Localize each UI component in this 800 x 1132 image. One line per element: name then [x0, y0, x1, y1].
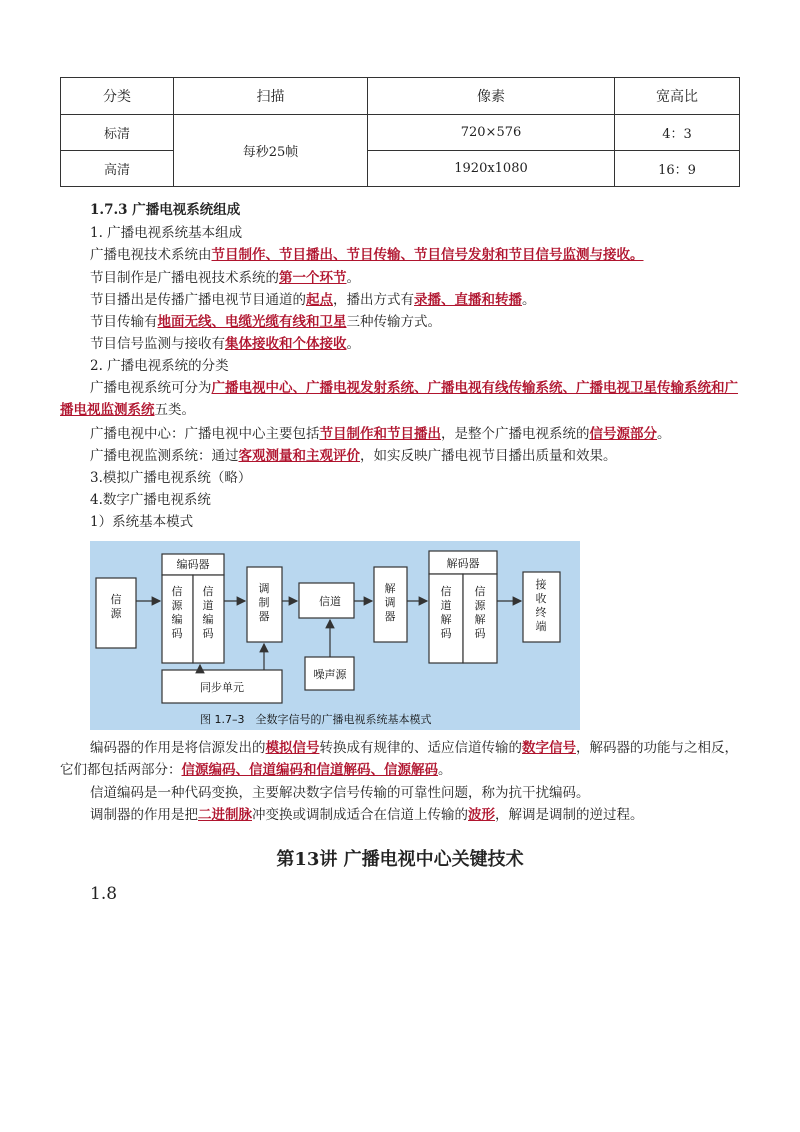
text: 三种传输方式。	[346, 314, 441, 330]
video-format-table	[60, 77, 740, 187]
text: 节目制作是广播电视技术系统的	[90, 270, 279, 286]
subheading-1: 1. 广播电视系统基本组成	[90, 225, 243, 241]
diagram-encoder-label: 编码器	[176, 558, 210, 571]
text: 。	[657, 426, 671, 442]
diagram-caption: 图 1.7–3 全数字信号的广播电视系统基本模式	[200, 713, 432, 726]
highlight: 波形	[468, 807, 495, 823]
paragraph-9	[60, 737, 740, 781]
diagram-source-dec-label: 信源解码	[474, 585, 486, 640]
text: 广播电视技术系统由	[90, 247, 212, 263]
table-row	[61, 115, 740, 151]
subheading-3: 3.模拟广播电视系统（略）	[90, 470, 252, 486]
header-ratio: 宽高比	[615, 78, 740, 115]
lecture-title: 第13讲 广播电视中心关键技术	[276, 849, 524, 870]
diagram-decoder-label: 解码器	[446, 557, 480, 570]
cell-category: 标清	[61, 115, 174, 151]
paragraph-6	[60, 377, 740, 421]
text: 节目信号监测与接收有	[90, 336, 225, 352]
highlight: 信源编码、信道编码和信道解码、信源解码	[181, 762, 438, 778]
highlight: 客观测量和主观评价	[238, 448, 360, 464]
text: 节目传输有	[90, 314, 158, 330]
text: 转换成有规律的、适应信道传输的	[319, 740, 522, 756]
subheading-4: 4.数字广播电视系统	[90, 492, 211, 508]
header-scan: 扫描	[174, 78, 368, 115]
subheading-2: 2. 广播电视系统的分类	[90, 358, 229, 374]
cell-pixels: 1920x1080	[368, 151, 615, 187]
diagram-source-label: 信源	[110, 593, 122, 620]
diagram-channel-dec-label: 信道解码	[440, 585, 452, 640]
cell-ratio: 16：9	[615, 151, 740, 187]
section-heading: 1.7.3 广播电视系统组成	[90, 202, 241, 218]
highlight: 二进制脉	[198, 807, 252, 823]
text: 五类。	[154, 402, 195, 418]
paragraph-7	[90, 425, 671, 443]
highlight: 第一个环节	[279, 270, 347, 286]
paragraph-4	[90, 313, 441, 331]
cell-ratio: 4：3	[615, 115, 740, 151]
highlight: 节目制作、节目播出、节目传输、节目信号发射和节目信号监测与接收。	[211, 247, 644, 263]
paragraph-11	[90, 806, 644, 824]
header-pixels: 像素	[368, 78, 615, 115]
system-diagram	[90, 541, 580, 730]
text: 广播电视系统可分为	[90, 380, 212, 396]
highlight: 地面无线、电缆光缆有线和卫星	[157, 314, 347, 330]
text: 广播电视监测系统：通过	[90, 448, 239, 464]
highlight: 广播电视中心、广播电视发射系统、广播电视有线传输系统、广播电视卫星传输系统和广播电视监测系统	[60, 380, 738, 418]
diagram-demodulator-label: 解调器	[384, 582, 396, 623]
text: ，解调是调制的逆过程。	[495, 807, 644, 823]
text: 。	[522, 292, 536, 308]
highlight: 节目制作和节目播出	[319, 426, 441, 442]
diagram-sync-label: 同步单元	[200, 681, 244, 694]
text: ，是整个广播电视系统的	[441, 426, 590, 442]
diagram-source-enc-label: 信源编码	[171, 585, 183, 640]
paragraph-5	[90, 335, 360, 353]
text: 。	[438, 762, 452, 778]
diagram-modulator-label: 调制器	[258, 582, 270, 623]
diagram-noise-label: 噪声源	[313, 668, 347, 681]
cell-scan: 每秒25帧	[174, 115, 368, 187]
header-category: 分类	[61, 78, 174, 115]
text: ，解码器的功能与之相反，它们都包括两部分：	[60, 740, 738, 778]
text: 。	[346, 270, 360, 286]
highlight: 录播、直播和转播	[414, 292, 522, 308]
paragraph-2	[90, 269, 360, 287]
subheading-4-1: 1）系统基本模式	[90, 514, 194, 530]
diagram-channel-enc-label: 信道编码	[202, 585, 214, 640]
table-row	[61, 151, 740, 187]
section-number: 1.8	[90, 884, 118, 904]
highlight: 集体接收和个体接收	[225, 336, 347, 352]
text: 冲变换或调制成适合在信道上传输的	[252, 807, 468, 823]
highlight: 起点	[306, 292, 333, 308]
highlight: 模拟信号	[265, 740, 320, 756]
text: 节目播出是传播广播电视节目通道的	[90, 292, 306, 308]
diagram-channel-label: 信道	[319, 595, 341, 608]
text: 。	[346, 336, 360, 352]
paragraph-1	[90, 246, 644, 264]
text: 编码器的作用是将信源发出的	[90, 740, 266, 756]
cell-pixels: 720×576	[368, 115, 615, 151]
paragraph-3	[90, 291, 536, 309]
paragraph-8	[90, 447, 617, 465]
cell-category: 高清	[61, 151, 174, 187]
text: ，如实反映广播电视节目播出质量和效果。	[360, 448, 617, 464]
text: ，播出方式有	[333, 292, 414, 308]
text: 广播电视中心：广播电视中心主要包括	[90, 426, 320, 442]
diagram-receiver-label: 接收终端	[535, 578, 547, 633]
table-header-row	[61, 78, 740, 115]
text: 调制器的作用是把	[90, 807, 198, 823]
paragraph-10: 信道编码是一种代码变换，主要解决数字信号传输的可靠性问题，称为抗干扰编码。	[90, 785, 590, 801]
highlight: 信号源部分	[589, 426, 657, 442]
highlight: 数字信号	[522, 740, 576, 756]
